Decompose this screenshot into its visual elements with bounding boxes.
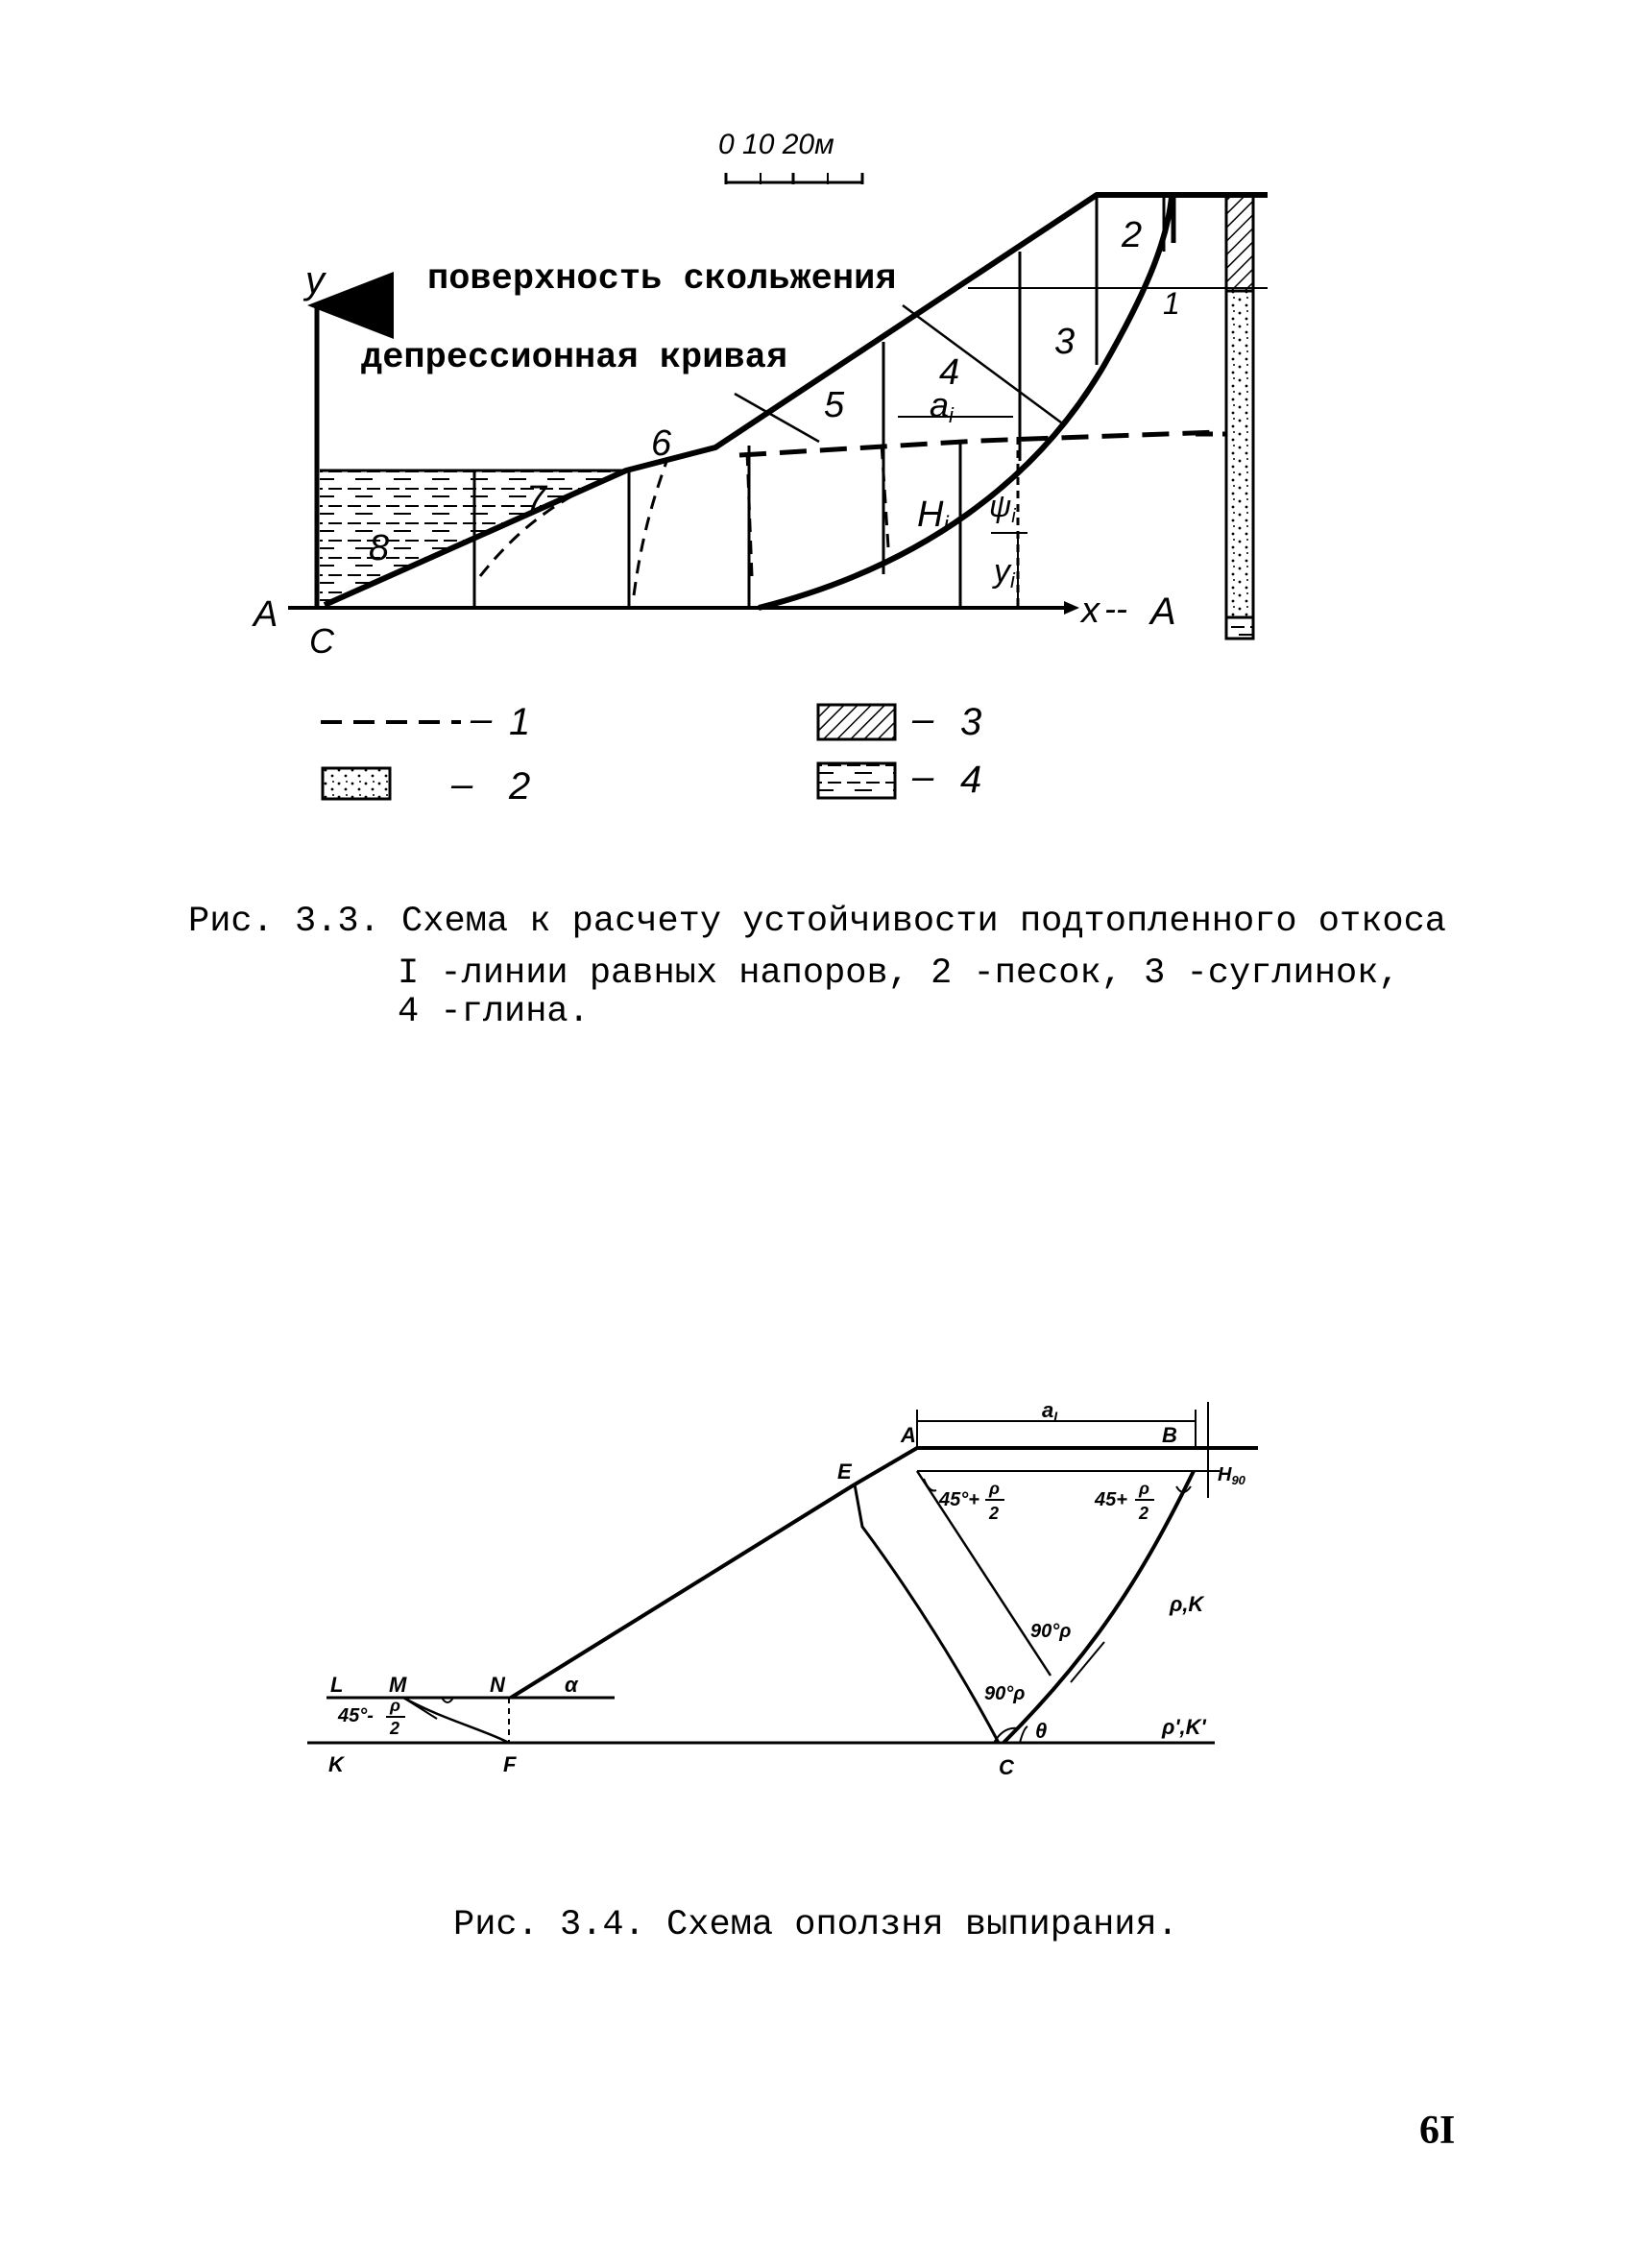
- point-E: E: [837, 1460, 852, 1484]
- angle-A-frac-den: 2: [989, 1504, 1000, 1523]
- slice-number-6: 6: [651, 423, 672, 464]
- slice-number-1: 1: [1163, 286, 1180, 321]
- figure-extrusion-landslide: [307, 1398, 1258, 1779]
- borehole-column: [1196, 195, 1253, 639]
- angle-theta: θ: [1035, 1719, 1048, 1743]
- angle-M-frac-den: 2: [390, 1719, 400, 1738]
- depression-curve: [739, 432, 1220, 455]
- sliding-surface-label: поверхность скольжения: [427, 259, 897, 300]
- svg-text:–: –: [451, 763, 473, 806]
- slope-surface: [325, 195, 1268, 605]
- point-L: L: [330, 1673, 344, 1697]
- rho-K-label: ρ,K: [1170, 1592, 1204, 1616]
- angle-alpha: α: [565, 1673, 578, 1697]
- curve-M-F: [403, 1698, 509, 1743]
- rho-K-prime-label: ρ',K': [1162, 1715, 1206, 1739]
- curve-B-C: [1003, 1471, 1194, 1743]
- sliding-surface-leader: [903, 305, 1061, 422]
- legend-number-3: 3: [960, 701, 982, 743]
- point-K: K: [328, 1752, 344, 1776]
- angle-A-label: 45°+: [939, 1489, 979, 1510]
- legend-number-4: 4: [960, 759, 982, 801]
- angle-A-frac-num: ρ: [989, 1479, 1000, 1498]
- angle-M-frac-num: ρ: [390, 1696, 400, 1715]
- point-A: A: [901, 1423, 916, 1447]
- slice-number-3: 3: [1054, 322, 1076, 362]
- legend-number-1: 1: [509, 701, 531, 743]
- caption-fig-3-3-line3: 4 -глина.: [398, 992, 590, 1032]
- point-F: F: [503, 1752, 517, 1776]
- slope-line: [511, 1484, 855, 1698]
- point-B: B: [1162, 1423, 1177, 1447]
- angle-M-label: 45°-: [338, 1705, 374, 1726]
- depression-curve-label: депрессионная кривая: [361, 338, 788, 378]
- slice-number-5: 5: [824, 385, 845, 425]
- point-C: C: [999, 1755, 1014, 1779]
- caption-fig-3-4: Рис. 3.4. Схема оползня выпирания.: [453, 1905, 1178, 1945]
- depression-curve-leader: [735, 394, 819, 442]
- point-M: M: [389, 1673, 407, 1697]
- angle-90-upper: 90°ρ: [1030, 1621, 1072, 1642]
- angle-B-frac-num: ρ: [1139, 1479, 1149, 1498]
- yi-label: yi: [994, 553, 1015, 592]
- H90-label: $H_{90}$: [1218, 1464, 1245, 1487]
- legend-clay-swatch: [818, 763, 895, 798]
- scale-label: 0 10 20м: [718, 129, 834, 160]
- line-A-C: [917, 1471, 1051, 1676]
- slice-number-2: 2: [1122, 215, 1143, 255]
- psi-label: ψi: [989, 489, 1016, 527]
- page-number: 6I: [1419, 2109, 1456, 2153]
- angle-B-frac-den: 2: [1139, 1504, 1149, 1523]
- section-arrow: --: [1104, 589, 1127, 628]
- sliding-surface-curve: [759, 195, 1172, 608]
- caption-fig-3-3-line1: Рис. 3.3. Схема к расчету устойчивости подтопленного откоса: [188, 902, 1447, 942]
- svg-text:–: –: [912, 756, 934, 798]
- point-N: N: [490, 1673, 505, 1697]
- legend-sand-swatch: [323, 768, 390, 799]
- equal-head-lines: [480, 444, 888, 595]
- Hi-label: Hi: [917, 495, 949, 538]
- curve-E-C: [855, 1484, 999, 1743]
- a1-label: aI: [1042, 1398, 1058, 1424]
- caption-fig-3-3-line2: I -линии равных напоров, 2 -песок, 3 -суглинок,: [398, 953, 1400, 994]
- ai-label: ai: [930, 385, 954, 427]
- point-A-left: A: [254, 594, 278, 635]
- slice-number-8: 8: [369, 528, 390, 568]
- legend-hatch-swatch: [818, 705, 895, 739]
- point-A-right: A: [1150, 591, 1176, 633]
- angle-90-lower: 90°ρ: [984, 1683, 1026, 1704]
- scale-bar: [718, 129, 862, 184]
- angle-B-label: 45+: [1095, 1489, 1127, 1510]
- legend: [321, 698, 981, 808]
- slice-number-4: 4: [939, 352, 960, 393]
- x-axis-label: x: [1081, 591, 1100, 631]
- point-C: C: [309, 621, 334, 661]
- y-axis-label: y: [305, 259, 325, 302]
- svg-text:–: –: [471, 698, 493, 740]
- legend-number-2: 2: [509, 765, 531, 808]
- slice-number-7: 7: [526, 479, 547, 519]
- svg-text:–: –: [912, 698, 934, 740]
